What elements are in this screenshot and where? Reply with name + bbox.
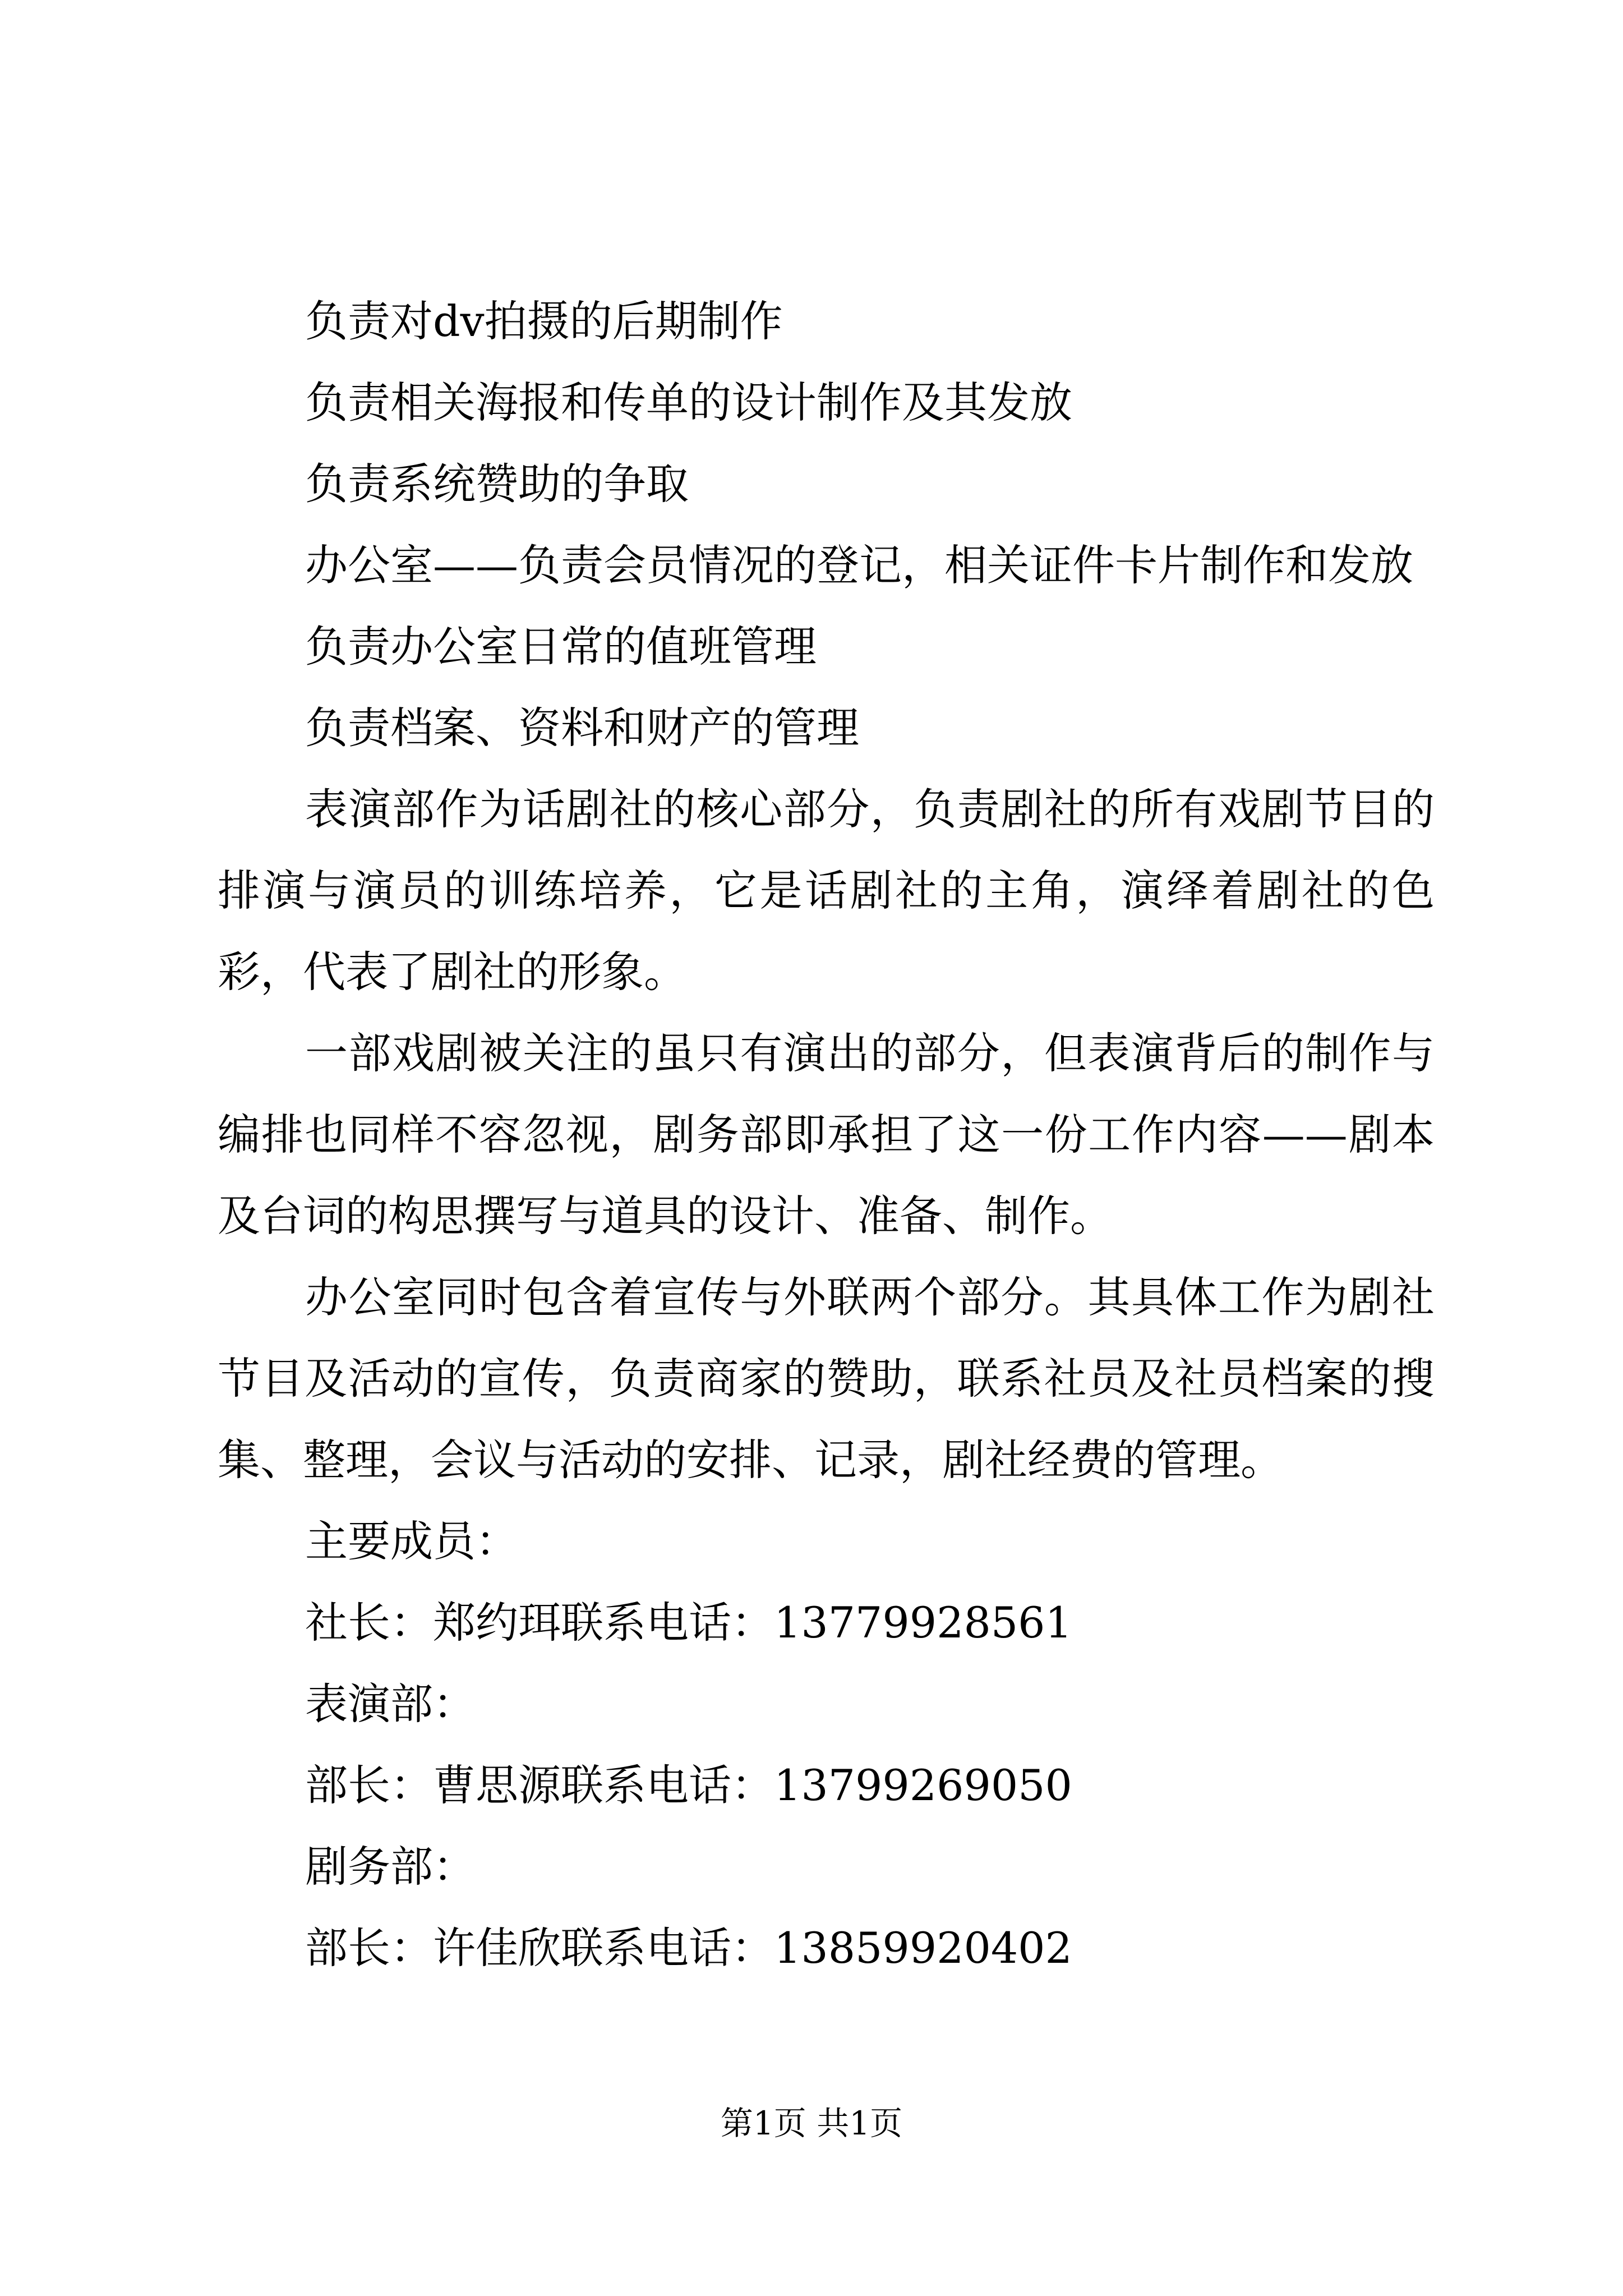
text-line: 办公室——负责会员情况的登记，相关证件卡片制作和发放 <box>305 540 1413 590</box>
paragraph-performance-dept: 表演部作为话剧社的核心部分，负责剧社的所有戏剧节目的排演与演员的训练培养，它是话剧社的主角，演绎着剧社的色彩，代表了剧社的形象。 <box>218 784 1435 997</box>
page-number-footer: 第1页 共1页 <box>720 2104 903 2142</box>
text-line: 部长：许佳欣联系电话：13859920402 <box>305 1923 1072 1973</box>
text-line: 部长：曹思源联系电话：13799269050 <box>305 1760 1072 1810</box>
text-line: 负责系统赞助的争取 <box>305 459 689 509</box>
text-line: 负责档案、资料和财产的管理 <box>305 703 859 753</box>
document-body <box>218 280 1435 1989</box>
text-line: 社长：郑约珥联系电话：13779928561 <box>305 1598 1072 1648</box>
paragraph-office: 办公室同时包含着宣传与外联两个部分。其具体工作为剧社节目及活动的宣传，负责商家的赞助，联系社员及社员档案的搜集、整理，会议与活动的安排、记录，剧社经费的管理。 <box>218 1272 1435 1485</box>
text-line: 表演部： <box>305 1679 476 1729</box>
text-line: 负责对dv拍摄的后期制作 <box>305 296 783 346</box>
text-line: 剧务部： <box>305 1842 476 1892</box>
paragraph-stage-dept: 一部戏剧被关注的虽只有演出的部分，但表演背后的制作与编排也同样不容忽视，剧务部即承担了这一份工作内容——剧本及台词的构思撰写与道具的设计、准备、制作。 <box>218 1028 1435 1241</box>
text-line: 负责办公室日常的值班管理 <box>305 622 817 671</box>
text-line: 主要成员： <box>305 1516 518 1566</box>
text-line: 负责相关海报和传单的设计制作及其发放 <box>305 378 1072 427</box>
